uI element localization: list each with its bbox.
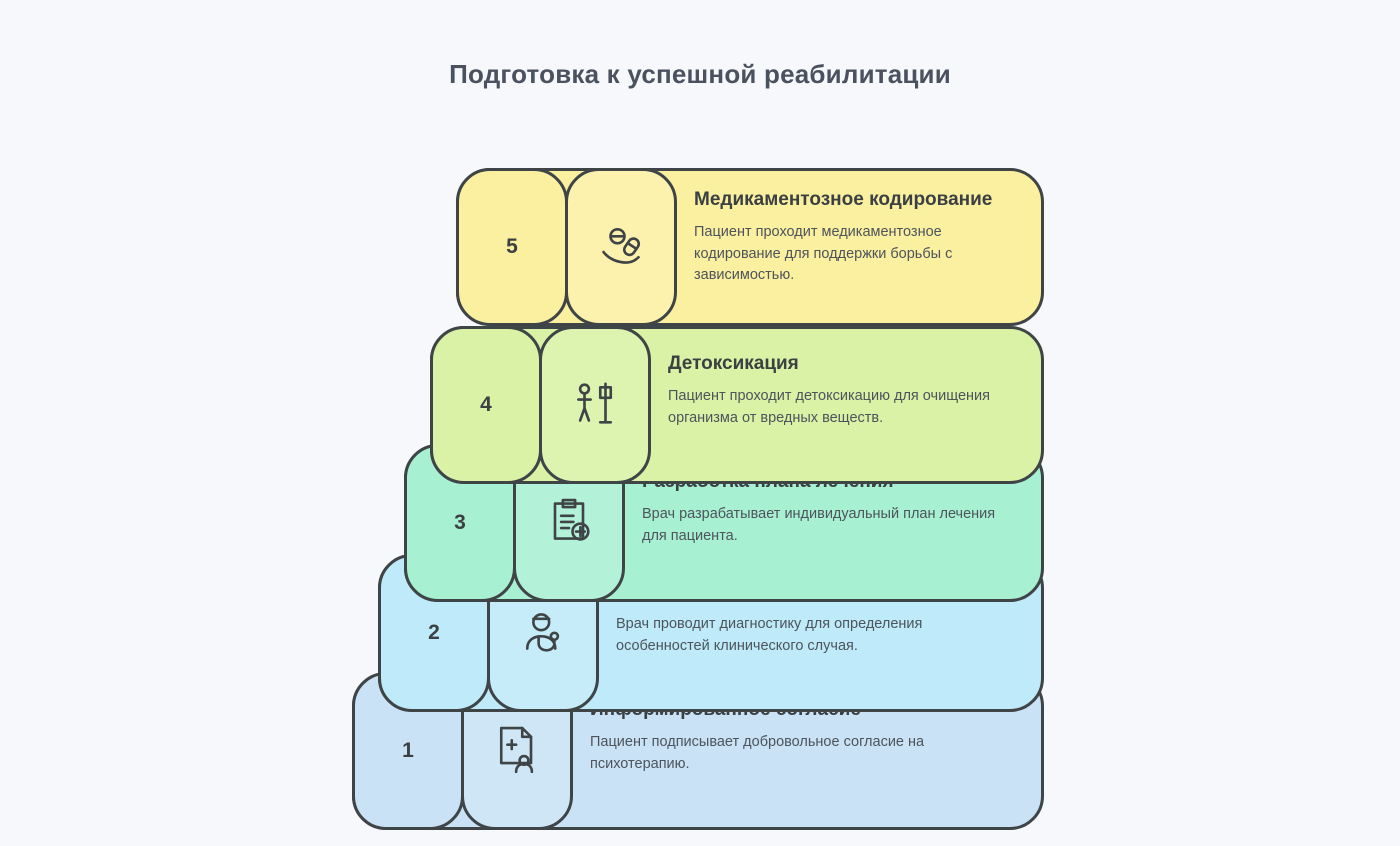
- step-4-number: 4: [480, 393, 492, 416]
- consent-document-person-icon: [489, 721, 545, 782]
- pyramid-diagram: [0, 160, 1400, 800]
- doctor-stethoscope-icon: [515, 603, 571, 664]
- step-5[interactable]: [456, 168, 1044, 326]
- step-3-number: 3: [454, 511, 466, 534]
- step-5-text: [694, 168, 1044, 326]
- step-4[interactable]: [430, 326, 1044, 484]
- page-title: Подготовка к успешной реабилитации: [449, 59, 951, 89]
- pills-in-hand-icon: [593, 217, 649, 278]
- step-2-number: 2: [428, 621, 440, 644]
- step-5-heading: Медикаментозное кодирование: [694, 189, 993, 210]
- step-2-description: Врач проводит диагностику для определения особенностей клинического случая.: [616, 615, 923, 654]
- step-4-heading: Детоксикация: [668, 353, 799, 374]
- step-3-description: Врач разрабатывает индивидуальный план лечения для пациента.: [642, 505, 996, 544]
- step-4-icon-box: [539, 326, 651, 484]
- step-1-description: Пациент подписывает добровольное согласие на психотерапию.: [590, 733, 925, 772]
- step-5-number-box: [456, 168, 568, 326]
- step-1-number: 1: [402, 739, 414, 762]
- step-4-number-box: [430, 326, 542, 484]
- step-4-text: [668, 326, 1044, 484]
- step-4-description: Пациент проходит детоксикацию для очищения организма от вредных веществ.: [668, 387, 990, 426]
- iv-drip-patient-icon: [567, 375, 623, 436]
- step-5-description: Пациент проходит медикаментозное кодирование для поддержки борьбы с зависимостью.: [694, 223, 953, 284]
- medical-clipboard-icon: [541, 493, 597, 554]
- step-5-number: 5: [506, 235, 518, 258]
- step-5-icon-box: [565, 168, 677, 326]
